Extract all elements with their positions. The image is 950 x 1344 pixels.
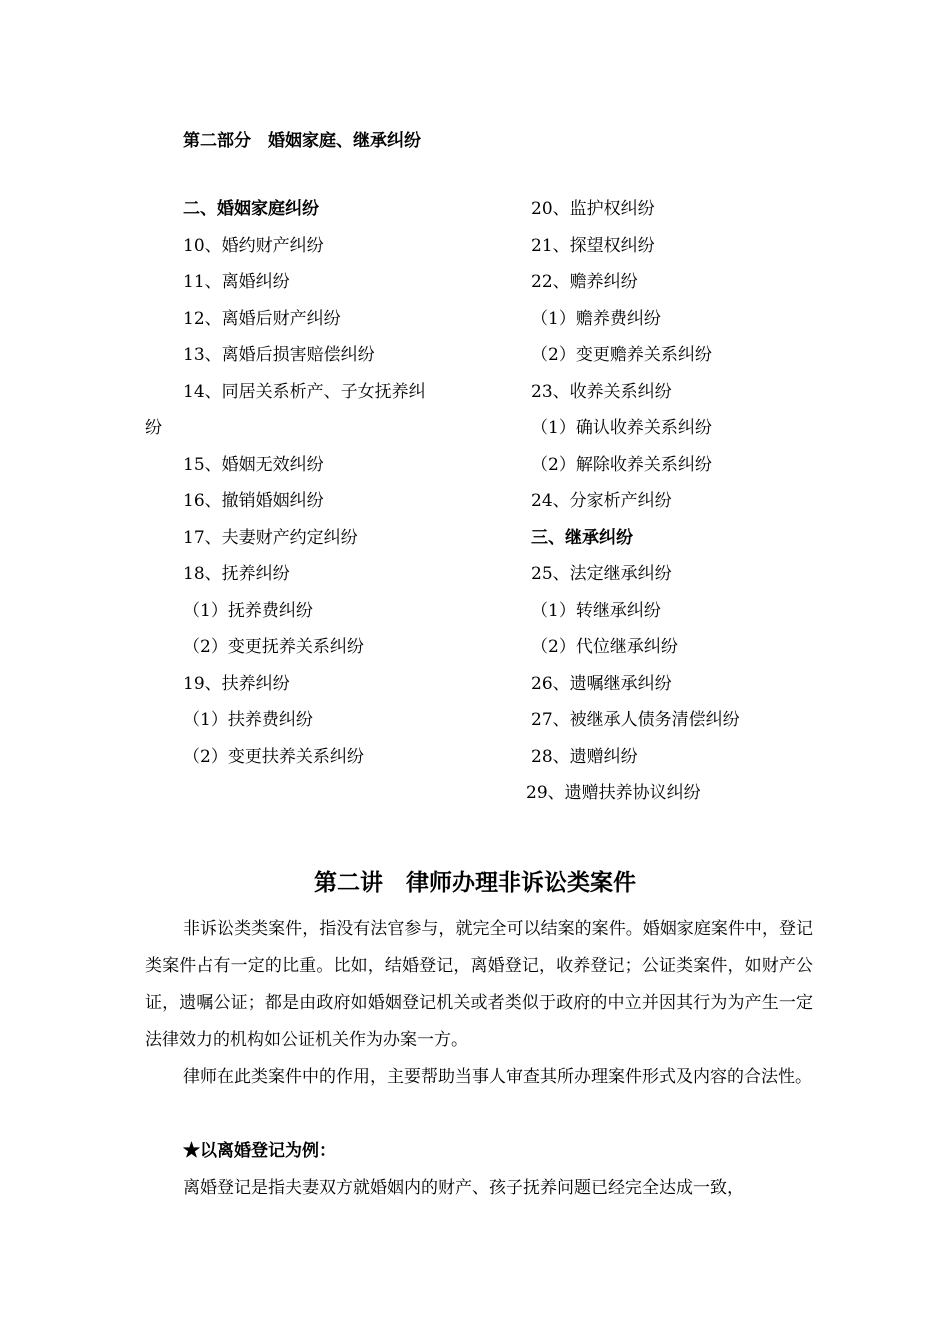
right-list-item: （2）代位继承纠纷 [531, 637, 678, 657]
left-list-item: 二、婚姻家庭纠纷 [183, 199, 319, 219]
right-list-item: 29、遗赠扶养协议纠纷 [526, 783, 701, 803]
left-list-item: （2）变更抚养关系纠纷 [183, 637, 364, 657]
paragraph-divorce-registration: 离婚登记是指夫妻双方就婚姻内的财产、孩子抚养问题已经完全达成一致， [183, 1178, 744, 1198]
right-list-item: （2）变更赡养关系纠纷 [531, 345, 712, 365]
left-list-item: 15、婚姻无效纠纷 [183, 454, 324, 475]
right-list-item: 21、探望权纠纷 [531, 235, 655, 256]
right-list-item: 27、被继承人债务清偿纠纷 [531, 710, 740, 730]
lecture-title: 第二讲 律师办理非诉讼类案件 [314, 869, 636, 896]
left-list-item: 10、婚约财产纠纷 [183, 235, 324, 256]
left-list-item: 19、扶养纠纷 [183, 673, 290, 694]
right-list-item: 20、监护权纠纷 [531, 199, 655, 219]
right-list-item: 28、遗赠纠纷 [531, 746, 638, 767]
left-list-item: 18、抚养纠纷 [183, 564, 290, 584]
paragraph-lawyer-role: 律师在此类案件中的作用，主要帮助当事人审查其所办理案件形式及内容的合法性。 [183, 1067, 812, 1087]
part-title: 第二部分 婚姻家庭、继承纠纷 [183, 131, 421, 151]
paragraph-intro: 非诉讼类类案件，指没有法官参与，就完全可以结案的案件。婚姻家庭案件中，登记类案件占有一定的比重。比如，结婚登记，离婚登记，收养登记；公证类案件，如财产公证，遗嘱公证；都是由政府如婚姻登记机关或者类似于政府的中立并因其行为为产生一定法律效力的机构如公证机关作为办案一方。 [145, 919, 813, 1050]
left-list-item: 纷 [145, 418, 162, 438]
left-list-item: 14、同居关系析产、子女抚养纠 [183, 381, 426, 402]
right-list-item: 26、遗嘱继承纠纷 [531, 673, 672, 694]
left-list-item: （1）抚养费纠纷 [183, 600, 313, 621]
left-list-item: 11、离婚纠纷 [183, 272, 290, 292]
paragraph-example-heading: ★以离婚登记为例： [183, 1141, 336, 1161]
right-list-item: 22、赡养纠纷 [531, 272, 638, 292]
left-list-item: 16、撤销婚姻纠纷 [183, 491, 324, 511]
right-list-item: （2）解除收养关系纠纷 [531, 454, 712, 475]
right-list-item: （1）赡养费纠纷 [531, 308, 661, 329]
right-list-item: 23、收养关系纠纷 [531, 381, 672, 402]
left-list-item: 17、夫妻财产约定纠纷 [183, 527, 358, 548]
right-list-item: 25、法定继承纠纷 [531, 564, 672, 584]
right-list-item: 三、继承纠纷 [531, 527, 633, 548]
left-list-item: （2）变更扶养关系纠纷 [183, 746, 364, 767]
left-list-item: 13、离婚后损害赔偿纠纷 [183, 345, 375, 365]
left-list-item: 12、离婚后财产纠纷 [183, 308, 341, 329]
right-list-item: （1）转继承纠纷 [531, 600, 661, 621]
left-list-item: （1）扶养费纠纷 [183, 710, 313, 730]
right-list-item: 24、分家析产纠纷 [531, 491, 672, 511]
right-list-item: （1）确认收养关系纠纷 [531, 418, 712, 438]
